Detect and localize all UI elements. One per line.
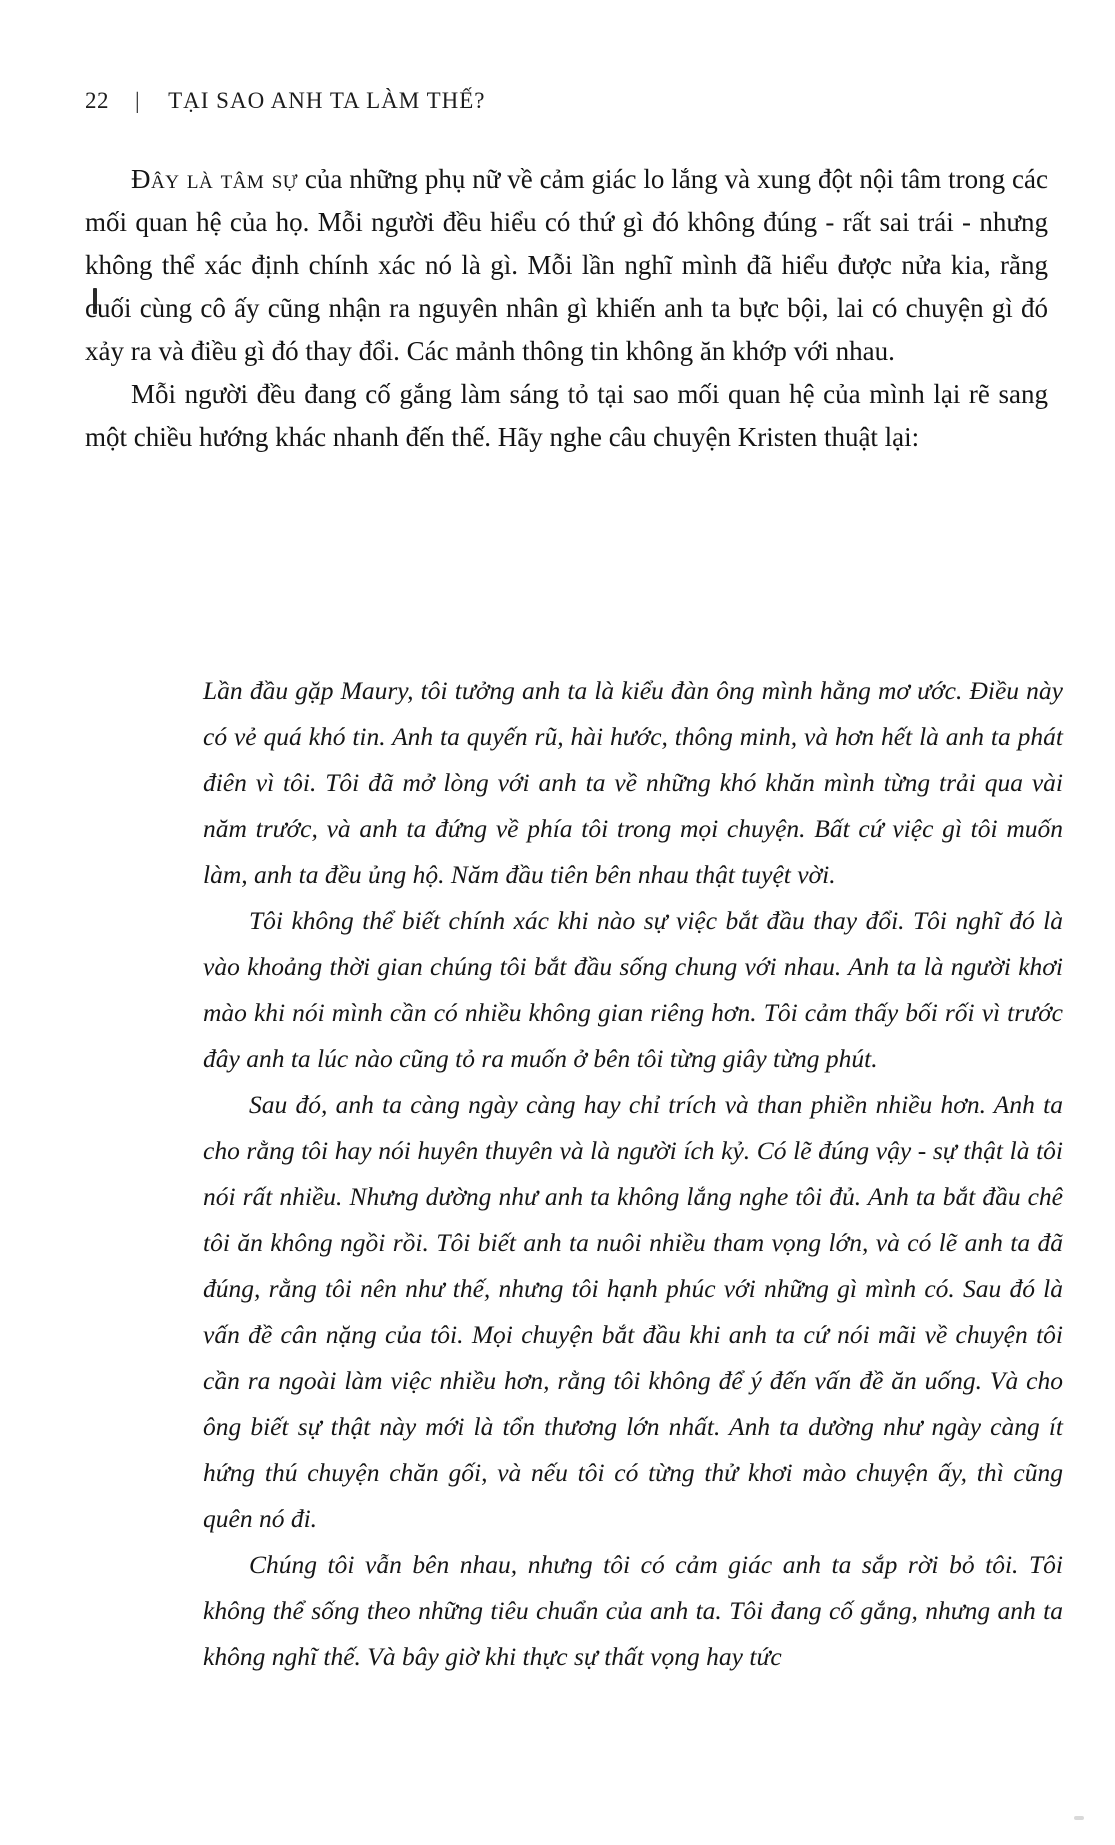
intro-paragraph-1 [85, 158, 1048, 373]
chapter-title: TẠI SAO ANH TA LÀM THẾ? [168, 88, 486, 113]
running-header [85, 88, 486, 114]
quote-paragraph: Chúng tôi vẫn bên nhau, nhưng tôi có cảm giác anh ta sắp rời bỏ tôi. Tôi không thể sống theo những tiêu chuẩn của anh ta. Tôi đang cố gắng, nhưng anh ta không nghĩ thế. Và bây giờ khi thực sự thất vọng hay tức [203, 1550, 1063, 1671]
quote-paragraph: Lần đầu gặp Maury, tôi tưởng anh ta là kiểu đàn ông mình hằng mơ ước. Điều này có vẻ quá khó tin. Anh ta quyến rũ, hài hước, thông minh, và hơn hết là anh ta phát điên vì tôi. Tôi đã mở lòng với anh ta về những khó khăn mình từng trải qua vài năm trước, và anh ta đứng về phía tôi trong mọi chuyện. Bất cứ việc gì tôi muốn làm, anh ta đều ủng hộ. Năm đầu tiên bên nhau thật tuyệt vời. [203, 676, 1063, 889]
quote-paragraph: Tôi không thể biết chính xác khi nào sự việc bắt đầu thay đổi. Tôi nghĩ đó là vào khoảng thời gian chúng tôi bắt đầu sống chung với nhau. Anh ta là người khơi mào khi nói mình cần có nhiều không gian riêng hơn. Tôi cảm thấy bối rối vì trước đây anh ta lúc nào cũng tỏ ra muốn ở bên tôi từng giây từng phút. [203, 906, 1063, 1073]
body-text [85, 158, 1048, 459]
paragraph-lead-smallcaps: Đây là tâm sự [131, 164, 299, 194]
quote-paragraph: Sau đó, anh ta càng ngày càng hay chỉ trích và than phiền nhiều hơn. Anh ta cho rằng tôi hay nói huyên thuyên và là người ích kỷ. Có lẽ đúng vậy - sự thật là tôi nói rất nhiều. Nhưng dường như anh ta không lắng nghe tôi đủ. Anh ta bắt đầu chê tôi ăn không ngồi rồi. Tôi biết anh ta nuôi nhiều tham vọng lớn, và có lẽ anh ta đã đúng, rằng tôi nên như thế, nhưng tôi hạnh phúc với những gì mình có. Sau đó là vấn đề cân nặng của tôi. Mọi chuyện bắt đầu khi anh ta cứ nói mãi về chuyện tôi cần ra ngoài làm việc nhiều hơn, rằng tôi không để ý đến vấn đề ăn uống. Và cho ông biết sự thật này mới là tổn thương lớn nhất. Anh ta dường như ngày càng ít hứng thú chuyện chăn gối, và nếu tôi có từng thử khơi mào chuyện ấy, thì cũng quên nó đi. [203, 1090, 1063, 1533]
paragraph-1-text: của những phụ nữ về cảm giác lo lắng và xung đột nội tâm trong các mối quan hệ của họ. Mỗi người đều hiểu có thứ gì đó không đúng - rất sai trái - nhưng không thể xác định chính xác nó là gì. Mỗi lần nghĩ mình đã hiểu được nửa kia, rằng cuối cùng cô ấy cũng nhận ra nguyên nhân gì khiến anh ta bực bội, lai có chuyện gì đó xảy ra và điều gì đó thay đổi. Các mảnh thông tin không ăn khớp với nhau. [85, 164, 1048, 366]
kristen-quote-block [203, 668, 1063, 1680]
header-separator: | [135, 88, 141, 113]
page-number: 22 [85, 88, 109, 113]
scan-artifact-smudge [1074, 1816, 1084, 1820]
intro-paragraph-2: Mỗi người đều đang cố gắng làm sáng tỏ tại sao mối quan hệ của mình lại rẽ sang một chiều hướng khác nhanh đến thế. Hãy nghe câu chuyện Kristen thuật lại: [85, 379, 1048, 452]
